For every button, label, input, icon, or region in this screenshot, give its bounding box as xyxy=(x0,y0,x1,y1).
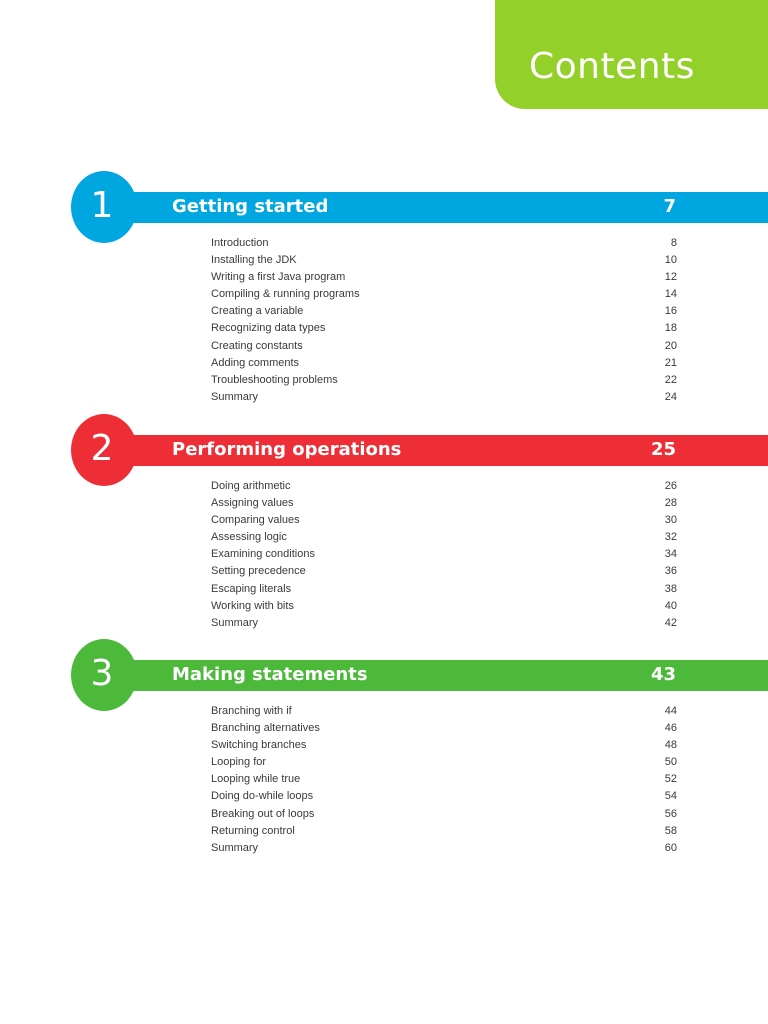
toc-entry xyxy=(211,269,677,286)
toc-entry-page: 21 xyxy=(664,356,677,369)
toc-entry xyxy=(211,806,677,823)
toc-entry-page: 16 xyxy=(664,305,677,318)
toc-entry-label: Introduction xyxy=(211,237,269,249)
toc-entry-label: Writing a first Java program xyxy=(211,271,346,284)
toc-entry xyxy=(211,598,677,615)
toc-entry-page: 10 xyxy=(664,254,677,267)
toc-entry xyxy=(211,235,677,252)
toc-entry xyxy=(211,338,677,355)
toc-entry-page: 54 xyxy=(664,790,677,803)
contents-tab xyxy=(495,0,768,109)
chapter-title: Getting started xyxy=(172,196,329,217)
toc-entry-page: 34 xyxy=(664,548,677,561)
chapter-entries xyxy=(211,703,677,857)
chapter-entries xyxy=(211,235,677,406)
toc-entry-label: Comparing values xyxy=(211,514,300,527)
toc-entry-page: 50 xyxy=(664,756,677,769)
toc-entry-page: 8 xyxy=(670,237,677,249)
toc-entry xyxy=(211,546,677,563)
chapter-number: 1 xyxy=(90,185,114,226)
toc-entry xyxy=(211,788,677,805)
toc-entry-page: 20 xyxy=(664,339,677,352)
toc-entry-label: Assigning values xyxy=(211,497,294,510)
toc-entry-page: 32 xyxy=(664,531,677,544)
toc-entry xyxy=(211,703,677,720)
toc-entry xyxy=(211,320,677,337)
toc-entry-label: Returning control xyxy=(211,824,295,837)
toc-entry-label: Breaking out of loops xyxy=(211,807,315,820)
chapter-band xyxy=(100,192,768,223)
toc-entry xyxy=(211,840,677,857)
toc-entry-page: 38 xyxy=(664,582,677,595)
toc-entry-label: Doing do-while loops xyxy=(211,790,314,803)
toc-entry-page: 44 xyxy=(664,705,677,717)
toc-entry-label: Looping while true xyxy=(211,773,301,786)
toc-entry xyxy=(211,720,677,737)
toc-entry-label: Branching with if xyxy=(211,705,292,717)
toc-entry xyxy=(211,303,677,320)
chapter-page: 7 xyxy=(663,196,676,217)
toc-entry-page: 42 xyxy=(664,616,677,629)
toc-entry-label: Looping for xyxy=(211,756,267,769)
toc-entry-label: Creating constants xyxy=(211,339,303,352)
toc-entry xyxy=(211,563,677,580)
toc-entry xyxy=(211,286,677,303)
chapter-page: 25 xyxy=(650,439,676,460)
chapter-number-badge xyxy=(71,414,137,486)
toc-entry xyxy=(211,771,677,788)
chapter-page: 43 xyxy=(650,664,676,685)
toc-entry xyxy=(211,615,677,632)
toc-entry xyxy=(211,252,677,269)
toc-entry-label: Summary xyxy=(211,616,259,629)
toc-entry-page: 56 xyxy=(664,807,677,820)
toc-entry-label: Escaping literals xyxy=(211,582,292,595)
toc-entry xyxy=(211,581,677,598)
toc-entry-label: Examining conditions xyxy=(211,548,315,561)
chapter-title: Making statements xyxy=(172,664,368,685)
toc-entry-label: Creating a variable xyxy=(211,305,304,318)
chapter-title: Performing operations xyxy=(172,439,402,460)
toc-entry-label: Summary xyxy=(211,390,259,403)
toc-entry-page: 36 xyxy=(664,565,677,578)
chapter-band xyxy=(100,660,768,691)
toc-entry-page: 22 xyxy=(664,373,677,386)
toc-entry-label: Summary xyxy=(211,841,259,854)
toc-entry-page: 52 xyxy=(664,773,677,786)
toc-entry-label: Working with bits xyxy=(211,599,294,612)
toc-entry-label: Installing the JDK xyxy=(211,254,297,267)
toc-entry-page: 12 xyxy=(664,271,677,284)
page-title: Contents xyxy=(529,46,695,87)
toc-entry-label: Recognizing data types xyxy=(211,322,326,335)
toc-entry-page: 26 xyxy=(664,480,677,492)
toc-entry xyxy=(211,355,677,372)
toc-entry xyxy=(211,389,677,406)
toc-entry-page: 46 xyxy=(664,722,677,735)
toc-entry-page: 18 xyxy=(664,322,677,335)
toc-entry-page: 60 xyxy=(664,841,677,854)
toc-entry xyxy=(211,512,677,529)
toc-entry xyxy=(211,754,677,771)
toc-entry-label: Assessing logic xyxy=(211,531,287,544)
toc-entry-label: Doing arithmetic xyxy=(211,480,291,492)
chapter-number: 2 xyxy=(90,428,114,469)
toc-entry-label: Compiling & running programs xyxy=(211,288,360,301)
toc-entry-page: 40 xyxy=(664,599,677,612)
toc-entry-label: Switching branches xyxy=(211,739,307,752)
toc-entry-page: 24 xyxy=(664,390,677,403)
toc-entry-page: 58 xyxy=(664,824,677,837)
toc-entry-page: 48 xyxy=(664,739,677,752)
chapter-entries xyxy=(211,478,677,632)
chapter-number: 3 xyxy=(90,653,114,694)
toc-entry xyxy=(211,478,677,495)
toc-entry-page: 14 xyxy=(664,288,677,301)
toc-entry-label: Setting precedence xyxy=(211,565,306,578)
toc-entry-label: Adding comments xyxy=(211,356,300,369)
toc-entry xyxy=(211,737,677,754)
toc-entry-page: 30 xyxy=(664,514,677,527)
toc-entry xyxy=(211,823,677,840)
chapter-number-badge xyxy=(71,171,137,243)
chapter-band xyxy=(100,435,768,466)
toc-entry xyxy=(211,372,677,389)
toc-entry-label: Branching alternatives xyxy=(211,722,320,735)
toc-entry-label: Troubleshooting problems xyxy=(211,373,338,386)
toc-entry xyxy=(211,495,677,512)
chapter-number-badge xyxy=(71,639,137,711)
toc-entry-page: 28 xyxy=(664,497,677,510)
toc-entry xyxy=(211,529,677,546)
